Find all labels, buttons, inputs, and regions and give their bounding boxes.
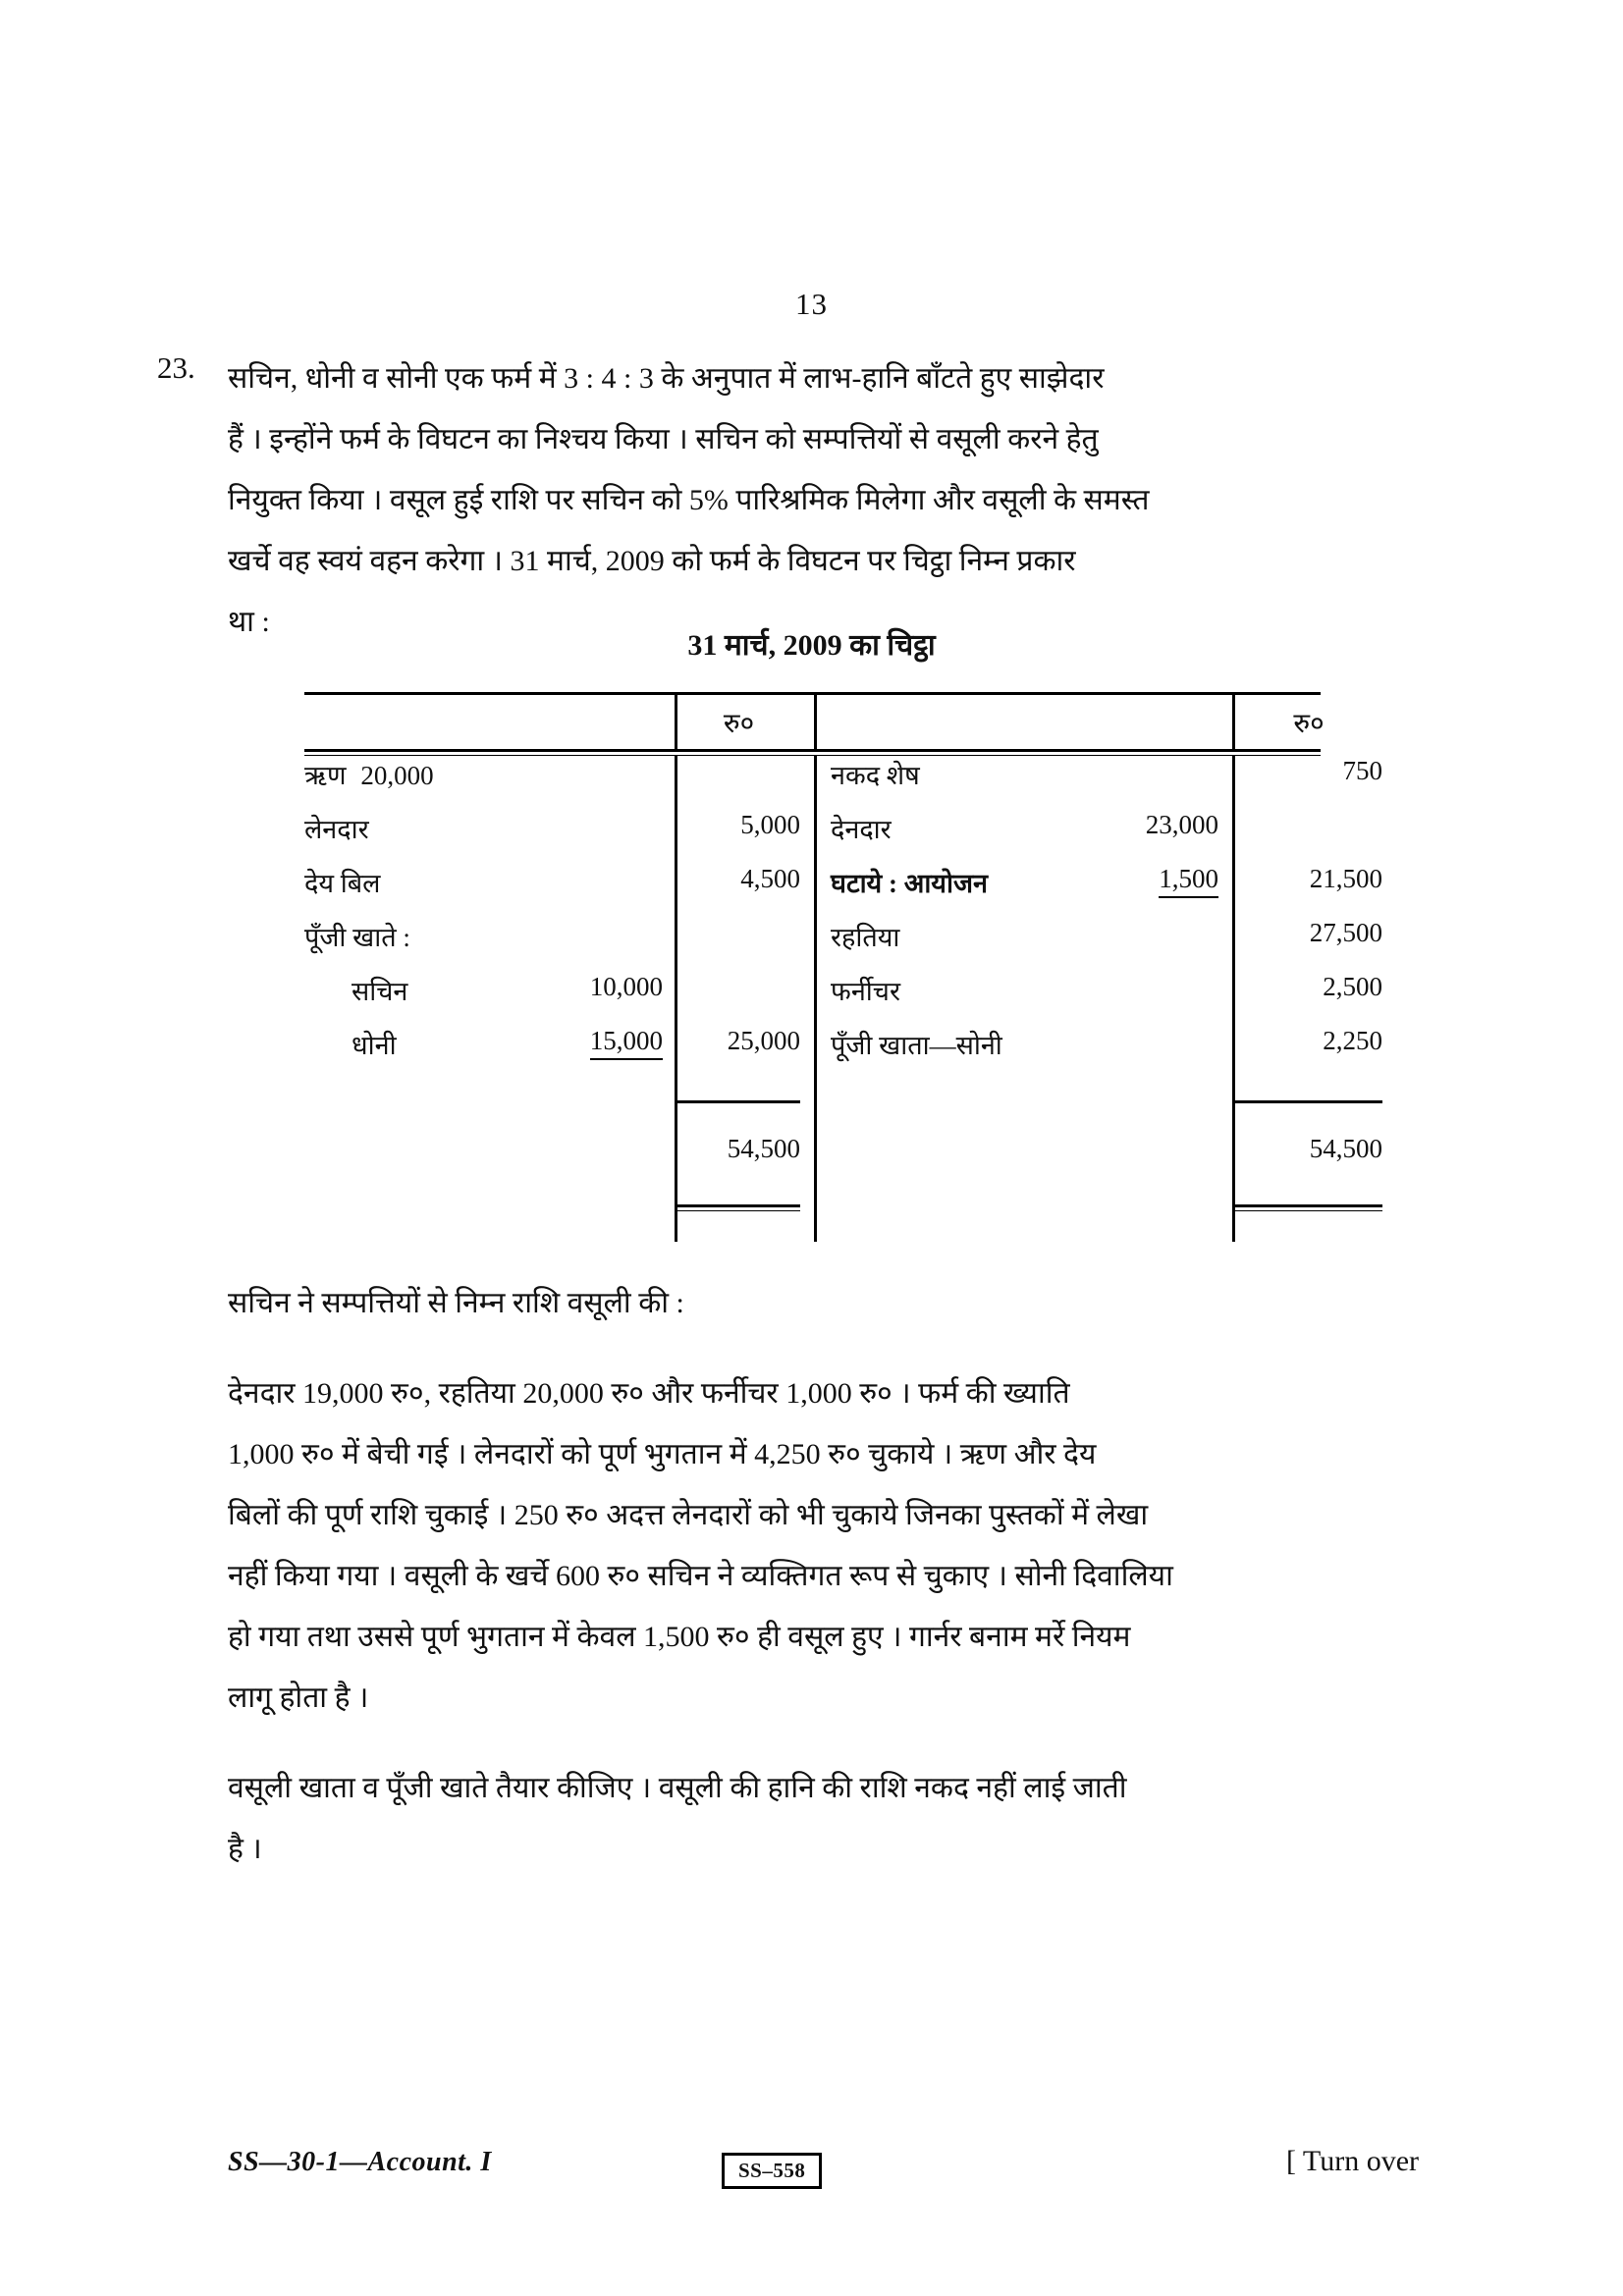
right-sub [1056, 972, 1234, 1026]
recovery-line-text: देनदार 19,000 रु०, रहतिया 20,000 रु० और फर्नीचर 1,000 रु० । फर्म की ख्याति [228, 1377, 1070, 1410]
page-number: 13 [795, 287, 828, 321]
right-double-underline [1234, 1188, 1397, 1242]
right-amount: 2,250 [1234, 1026, 1397, 1080]
instruction-line: है । [228, 1833, 262, 1865]
left-sub [515, 756, 676, 810]
table-bottom-rule-row [304, 1188, 1396, 1242]
right-label: घटाये : आयोजन [831, 869, 988, 898]
right-sub [1056, 756, 1234, 810]
left-double-underline [676, 1188, 816, 1242]
question-line [228, 409, 1406, 470]
spacer [816, 1080, 1057, 1134]
question-line [228, 348, 1406, 409]
left-sub [515, 918, 676, 972]
header-left-blank [304, 695, 515, 749]
question-line-text: हैं । इन्होंने फर्म के विघटन का निश्चय किया । सचिन को सम्पत्तियों से वसूली करने हेतु [228, 423, 1099, 455]
table-row [304, 810, 1396, 864]
table-total-rule-row [304, 1080, 1396, 1134]
right-label: रहतिया [831, 923, 900, 952]
spacer [816, 1134, 1057, 1188]
header-right-sub-blank [1056, 695, 1234, 749]
question-line [228, 531, 1406, 592]
left-amount: 25,000 [676, 1026, 816, 1080]
left-amount: 5,000 [676, 810, 816, 864]
question-number: 23. [157, 350, 195, 385]
balance-sheet-grid [304, 695, 1396, 749]
spacer [816, 1188, 1057, 1242]
left-label: सचिन [352, 977, 408, 1006]
right-sub [1056, 864, 1234, 918]
balance-sheet-title: 31 मार्च, 2009 का चिट्ठा [687, 629, 936, 662]
recovery-line [228, 1363, 1406, 1424]
double-underline [677, 1204, 800, 1211]
spacer [1056, 1080, 1234, 1134]
spacer [1056, 1188, 1234, 1242]
right-label: पूँजी खाता—सोनी [831, 1031, 1002, 1060]
left-label-text: ऋण [304, 761, 347, 790]
instruction-line-text: वसूली खाता व पूँजी खाते तैयार कीजिए । वसूली की हानि की राशि नकद नहीं लाई जाती [228, 1772, 1127, 1804]
question-text [228, 348, 1406, 653]
recovery-line [228, 1607, 1406, 1668]
header-left-sub-blank [515, 695, 676, 749]
table-header-row [304, 695, 1396, 749]
header-left-currency: रु० [676, 695, 816, 749]
table-row [304, 1026, 1396, 1080]
question-line-text: सचिन, धोनी व सोनी एक फर्म में 3 : 4 : 3 के अनुपात में लाभ-हानि बाँटते हुए साझेदार [228, 362, 1105, 395]
left-inline-amount: 20,000 [360, 761, 434, 790]
left-label: लेनदार [304, 815, 369, 844]
left-amount [676, 756, 816, 810]
question-line-text: नियुक्त किया । वसूल हुई राशि पर सचिन को 5% पारिश्रमिक मिलेगा और वसूली के समस्त [228, 484, 1150, 516]
spacer [1056, 1134, 1234, 1188]
recovery-line-text: 1,000 रु० में बेची गई । लेनदारों को पूर्ण भुगतान में 4,250 रु० चुकाये । ऋण और देय [228, 1438, 1097, 1470]
balance-sheet-table [304, 692, 1382, 1242]
recovery-line [228, 1546, 1406, 1607]
right-sub-underlined: 1,500 [1159, 864, 1218, 898]
question-block [157, 348, 1406, 653]
left-sub [515, 1026, 676, 1080]
table-row [304, 756, 1396, 810]
total-rule-line [1235, 1100, 1382, 1103]
right-amount: 21,500 [1234, 864, 1397, 918]
right-amount: 750 [1234, 756, 1397, 810]
left-label: पूँजी खाते : [304, 923, 410, 952]
table-totals-row [304, 1134, 1396, 1188]
total-rule-line [677, 1100, 800, 1103]
recovery-line-text: नहीं किया गया । वसूली के खर्चे 600 रु० सचिन ने व्यक्तिगत रूप से चुकाए । सोनी दिवालिया [228, 1560, 1173, 1592]
left-label: देय बिल [304, 869, 381, 898]
right-sub [1056, 918, 1234, 972]
left-total-rule [676, 1080, 816, 1134]
left-label [304, 756, 515, 810]
recovery-line-text: बिलों की पूर्ण राशि चुकाई । 250 रु० अदत्त लेनदारों को भी चुकाये जिनका पुस्तकों में लेखा [228, 1499, 1149, 1531]
recovery-line: लागू होता है । [228, 1682, 369, 1714]
right-total-rule [1234, 1080, 1397, 1134]
spacer [304, 1188, 515, 1242]
right-label: नकद शेष [831, 761, 920, 790]
left-amount: 4,500 [676, 864, 816, 918]
left-label: धोनी [352, 1031, 397, 1060]
question-line [228, 470, 1406, 531]
right-sub [1056, 1026, 1234, 1080]
right-amount: 2,500 [1234, 972, 1397, 1026]
left-sub [515, 864, 676, 918]
left-amount [676, 972, 816, 1026]
left-total: 54,500 [676, 1134, 816, 1188]
balance-sheet-body [304, 756, 1396, 1242]
paragraph-gap [228, 1729, 1406, 1758]
spacer [515, 1080, 676, 1134]
spacer [304, 1134, 515, 1188]
right-amount [1234, 810, 1397, 864]
recovery-line [228, 1424, 1406, 1485]
instruction-line [228, 1758, 1406, 1819]
left-sub-underlined: 15,000 [590, 1026, 663, 1060]
post-table-text [228, 1273, 1406, 1880]
spacer [515, 1134, 676, 1188]
right-sub: 23,000 [1145, 810, 1218, 839]
left-sub [515, 810, 676, 864]
recovery-intro-line: सचिन ने सम्पत्तियों से निम्न राशि वसूली की : [228, 1287, 684, 1319]
left-sub: 10,000 [589, 972, 663, 1001]
recovery-line [228, 1485, 1406, 1546]
left-amount [676, 918, 816, 972]
page-footer [0, 2119, 1623, 2296]
table-row [304, 972, 1396, 1026]
question-line-text: खर्चे वह स्वयं वहन करेगा । 31 मार्च, 2009 को फर्म के विघटन पर चिट्ठा निम्न प्रकार [228, 545, 1076, 577]
table-row [304, 918, 1396, 972]
spacer [304, 1080, 515, 1134]
right-total: 54,500 [1234, 1134, 1397, 1188]
footer-booklet-code: SS–558 [722, 2153, 822, 2189]
table-row [304, 864, 1396, 918]
table-header-rule [304, 749, 1321, 756]
right-amount: 27,500 [1234, 918, 1397, 972]
header-right-blank [816, 695, 1057, 749]
right-label: फर्नीचर [831, 977, 900, 1006]
paragraph-gap [228, 1334, 1406, 1363]
double-underline [1235, 1204, 1382, 1211]
right-label: देनदार [831, 815, 892, 844]
header-right-currency: रु० [1234, 695, 1397, 749]
footer-turn-over: [ Turn over [1285, 2145, 1419, 2177]
question-line-text: था : [228, 606, 270, 638]
recovery-line-text: हो गया तथा उससे पूर्ण भुगतान में केवल 1,500 रु० ही वसूल हुए । गार्नर बनाम मर्रे नियम [228, 1621, 1131, 1653]
spacer [515, 1188, 676, 1242]
footer-paper-code: SS—30-1—Account. I [228, 2147, 492, 2177]
